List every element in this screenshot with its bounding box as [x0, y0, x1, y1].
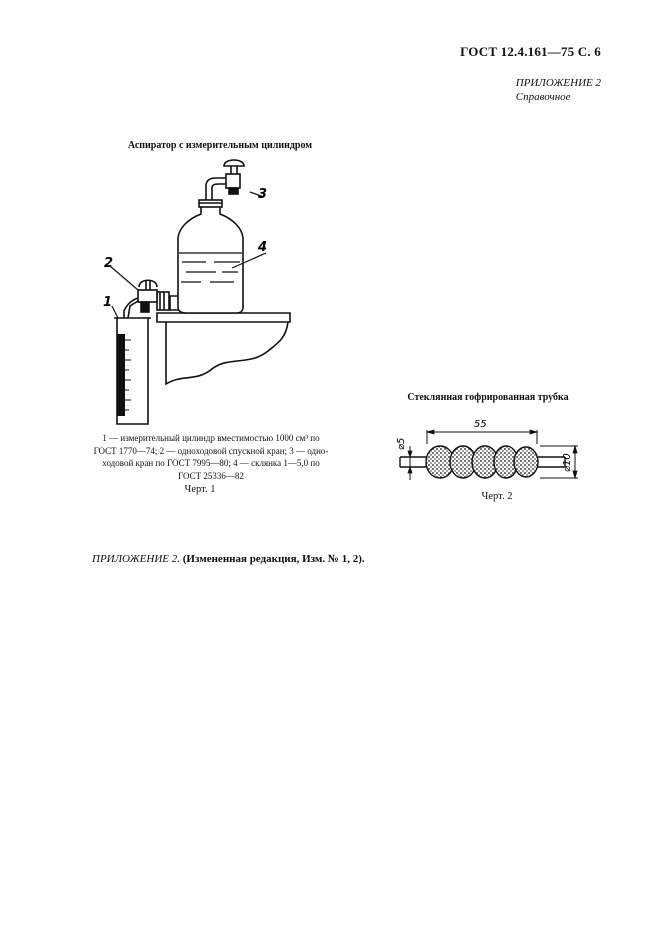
caption-line: ходовой кран по ГОСТ 7995—80; 4 — склянка 1—5,0 по: [102, 458, 320, 468]
appendix-subtitle: Справочное: [515, 91, 571, 103]
figure1-caption: [66, 432, 356, 482]
figure1-drawing: [95, 150, 315, 430]
dim-length: 55: [474, 419, 487, 430]
dim-inner-diameter: ⌀5: [396, 437, 407, 450]
amendment-note: [92, 553, 365, 565]
figure1-title: Аспиратор с измерительным цилиндром: [127, 140, 313, 151]
caption-line: ГОСТ 25336—82: [178, 470, 244, 481]
caption-line: ГОСТ 1770—74; 2 — одноходовой спускной кран; 3 — одно-: [93, 445, 329, 456]
figure2-label: Черт. 2: [481, 491, 513, 502]
callout-1: 1: [103, 295, 113, 310]
shelf-bracket: [166, 322, 288, 384]
appendix-title: ПРИЛОЖЕНИЕ 2: [515, 77, 601, 89]
page-header: ГОСТ 12.4.161—75 С. 6: [460, 44, 601, 59]
bottle: [178, 206, 243, 313]
figure2-title: Стеклянная гофрированная трубка: [407, 392, 569, 403]
callout-3: 3: [258, 187, 268, 202]
dim-outer-diameter: ⌀10: [562, 453, 573, 472]
figure2-drawing: [390, 405, 590, 490]
note-prefix: ПРИЛОЖЕНИЕ 2.: [92, 553, 180, 565]
figure1-label: Черт. 1: [184, 484, 216, 495]
callout-2: 2: [104, 256, 114, 271]
note-text: (Измененная редакция, Изм. № 1, 2).: [182, 553, 365, 565]
callout-4: 4: [258, 240, 268, 255]
shelf: [157, 313, 290, 322]
caption-line: 1 — измерительный цилиндр вместимостью 1000 см³ по: [102, 433, 320, 443]
appendix-heading: [516, 76, 601, 104]
